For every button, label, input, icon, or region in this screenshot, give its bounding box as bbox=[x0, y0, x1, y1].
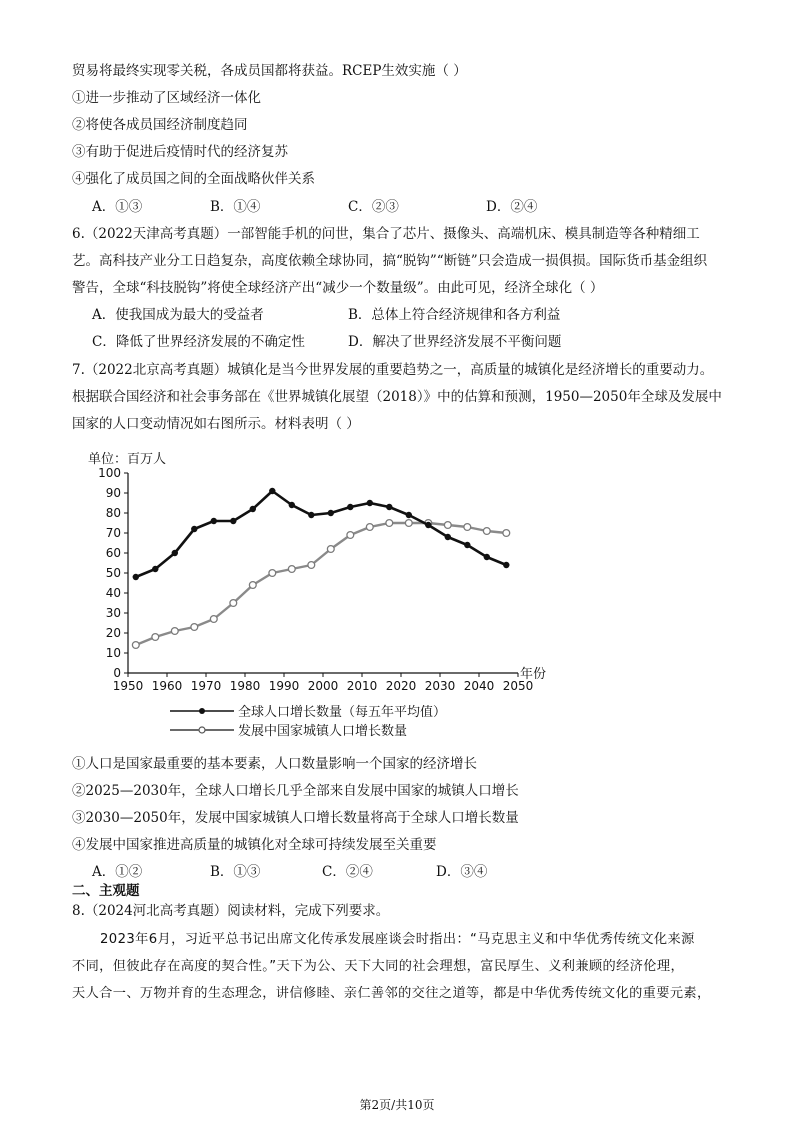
data-point-global bbox=[289, 502, 295, 508]
series-line-global bbox=[136, 491, 507, 577]
q6-option-a[interactable]: A．使我国成为最大的受益者 bbox=[92, 307, 264, 323]
chart-series bbox=[132, 488, 509, 649]
y-tick-label: 100 bbox=[98, 466, 121, 480]
section-heading: 二、主观题 bbox=[72, 883, 140, 899]
q5-item-2: ②将使各成员国经济制度趋同 bbox=[72, 117, 248, 133]
data-point-global bbox=[230, 518, 236, 524]
legend-marker-urban bbox=[199, 727, 205, 733]
q7-item-4: ④发展中国家推进高质量的城镇化对全球可持续发展至关重要 bbox=[72, 837, 437, 853]
q5-item-4: ④强化了成员国之间的全面战略伙伴关系 bbox=[72, 171, 315, 187]
legend-label-urban: 发展中国家城镇人口增长数量 bbox=[238, 724, 408, 739]
q7-item-3: ③2030—2050年，发展中国家城镇人口增长数量将高于全球人口增长数量 bbox=[72, 810, 519, 826]
y-tick-label: 30 bbox=[105, 606, 121, 620]
data-point-urban bbox=[249, 582, 256, 589]
chart-axes bbox=[98, 466, 533, 693]
y-tick-label: 10 bbox=[105, 646, 121, 660]
y-tick-label: 90 bbox=[105, 486, 121, 500]
data-point-urban bbox=[210, 616, 217, 623]
data-point-global bbox=[386, 504, 392, 510]
q7-line-2: 根据联合国经济和社会事务部在《世界城镇化展望（2018）》中的估算和预测，1950—2050年全球及发展中 bbox=[72, 389, 722, 405]
data-point-global bbox=[328, 510, 334, 516]
chart-x-axis-label: 年份 bbox=[520, 667, 547, 682]
data-point-global bbox=[172, 550, 178, 556]
y-tick-label: 80 bbox=[105, 506, 121, 520]
q7-item-2: ②2025—2030年，全球人口增长几乎全部来自发展中国家的城镇人口增长 bbox=[72, 783, 519, 799]
data-point-urban bbox=[366, 524, 373, 531]
q5-option-a[interactable]: A．①③ bbox=[92, 199, 143, 215]
x-tick-label: 2050 bbox=[502, 679, 534, 693]
x-tick-label: 1950 bbox=[112, 679, 144, 693]
chart-unit-label: 单位：百万人 bbox=[88, 452, 167, 467]
q6-line-3: 警告，全球“科技脱钩”将使全球经济产出“减少一个数量级”。由此可见，经济全球化（ ） bbox=[72, 280, 604, 296]
data-point-global bbox=[347, 504, 353, 510]
q8-material-line-3: 天人合一、万物并育的生态理念，讲信修睦、亲仁善邻的交往之道等，都是中华优秀传统文化的重要元素， bbox=[72, 986, 711, 1001]
q8-stem: 8.（2024河北高考真题）阅读材料，完成下列要求。 bbox=[72, 903, 390, 919]
q7-option-c[interactable]: C．②④ bbox=[322, 864, 373, 880]
x-tick-label: 2030 bbox=[424, 679, 456, 693]
data-point-urban bbox=[386, 520, 393, 527]
q5-option-c[interactable]: C．②③ bbox=[348, 199, 399, 215]
q7-line-3: 国家的人口变动情况如右图所示。材料表明（ ） bbox=[72, 416, 360, 432]
q6-option-b[interactable]: B．总体上符合经济规律和各方利益 bbox=[348, 307, 561, 323]
data-point-global bbox=[367, 500, 373, 506]
q6-line-1: 6.（2022天津高考真题）一部智能手机的问世，集合了芯片、摄像头、高端机床、模具制造等各种精细工 bbox=[72, 226, 700, 242]
chart-legend bbox=[170, 704, 446, 739]
data-point-global bbox=[133, 574, 139, 580]
data-point-urban bbox=[503, 530, 510, 537]
x-tick-label: 2020 bbox=[385, 679, 417, 693]
legend-label-global: 全球人口增长数量（每五年平均值） bbox=[238, 705, 447, 720]
data-point-global bbox=[406, 512, 412, 518]
q7-option-d[interactable]: D．③④ bbox=[436, 864, 488, 880]
q5-option-b[interactable]: B．①④ bbox=[210, 199, 261, 215]
y-tick-label: 70 bbox=[105, 526, 121, 540]
data-point-urban bbox=[464, 524, 471, 531]
x-tick-label: 2040 bbox=[463, 679, 495, 693]
x-tick-label: 1980 bbox=[229, 679, 261, 693]
q6-option-c[interactable]: C．降低了世界经济发展的不确定性 bbox=[92, 334, 305, 350]
q5-option-d[interactable]: D．②④ bbox=[486, 199, 538, 215]
q6-option-d[interactable]: D．解决了世界经济发展不平衡问题 bbox=[348, 334, 562, 350]
q7-line-1: 7.（2022北京高考真题）城镇化是当今世界发展的重要趋势之一，高质量的城镇化是经济增长的重要动力。 bbox=[72, 362, 714, 378]
data-point-global bbox=[250, 506, 256, 512]
data-point-urban bbox=[152, 634, 159, 641]
q8-material-line-1: 2023年6月，习近平总书记出席文化传承发展座谈会时指出：“马克思主义和中华优秀传统文化来源 bbox=[100, 932, 695, 947]
data-point-urban bbox=[444, 522, 451, 529]
y-tick-label: 20 bbox=[105, 626, 121, 640]
data-point-urban bbox=[269, 570, 276, 577]
legend-marker-global bbox=[199, 708, 205, 714]
q6-line-2: 艺。高科技产业分工日趋复杂，高度依赖全球协同，搞“脱钩”“断链”只会造成一损俱损。国际货币基金组织 bbox=[72, 253, 708, 269]
population-line-chart bbox=[74, 445, 554, 745]
data-point-urban bbox=[308, 562, 315, 569]
q5-item-1: ①进一步推动了区域经济一体化 bbox=[72, 90, 261, 106]
x-tick-label: 1970 bbox=[190, 679, 222, 693]
data-point-urban bbox=[483, 528, 490, 535]
data-point-global bbox=[308, 512, 314, 518]
x-tick-label: 1990 bbox=[268, 679, 300, 693]
x-tick-label: 2010 bbox=[346, 679, 378, 693]
data-point-urban bbox=[230, 600, 237, 607]
y-tick-label: 40 bbox=[105, 586, 121, 600]
y-tick-label: 60 bbox=[105, 546, 121, 560]
q7-item-1: ①人口是国家最重要的基本要素，人口数量影响一个国家的经济增长 bbox=[72, 756, 477, 772]
y-tick-label: 50 bbox=[105, 566, 121, 580]
x-tick-label: 1960 bbox=[151, 679, 183, 693]
data-point-urban bbox=[171, 628, 178, 635]
data-point-urban bbox=[327, 546, 334, 553]
data-point-global bbox=[191, 526, 197, 532]
data-point-global bbox=[484, 554, 490, 560]
page-footer: 第2页/共10页 bbox=[359, 1098, 435, 1112]
data-point-urban bbox=[405, 520, 412, 527]
data-point-global bbox=[152, 566, 158, 572]
data-point-urban bbox=[191, 624, 198, 631]
data-point-global bbox=[445, 534, 451, 540]
q8-material-line-2: 不同，但彼此存在高度的契合性。”天下为公、天下大同的社会理想，富民厚生、义利兼顾的经济伦理， bbox=[72, 959, 685, 974]
y-tick-label: 0 bbox=[113, 666, 121, 680]
data-point-urban bbox=[288, 566, 295, 573]
q7-option-b[interactable]: B．①③ bbox=[210, 864, 261, 880]
data-point-global bbox=[464, 542, 470, 548]
data-point-urban bbox=[132, 642, 139, 649]
q7-option-a[interactable]: A．①② bbox=[92, 864, 143, 880]
data-point-global bbox=[211, 518, 217, 524]
q5-stem-tail: 贸易将最终实现零关税，各成员国都将获益。RCEP生效实施（ ） bbox=[72, 63, 467, 79]
data-point-global bbox=[425, 522, 431, 528]
data-point-global bbox=[503, 562, 509, 568]
data-point-urban bbox=[347, 532, 354, 539]
q5-item-3: ③有助于促进后疫情时代的经济复苏 bbox=[72, 144, 288, 160]
x-tick-label: 2000 bbox=[307, 679, 339, 693]
data-point-global bbox=[269, 488, 275, 494]
